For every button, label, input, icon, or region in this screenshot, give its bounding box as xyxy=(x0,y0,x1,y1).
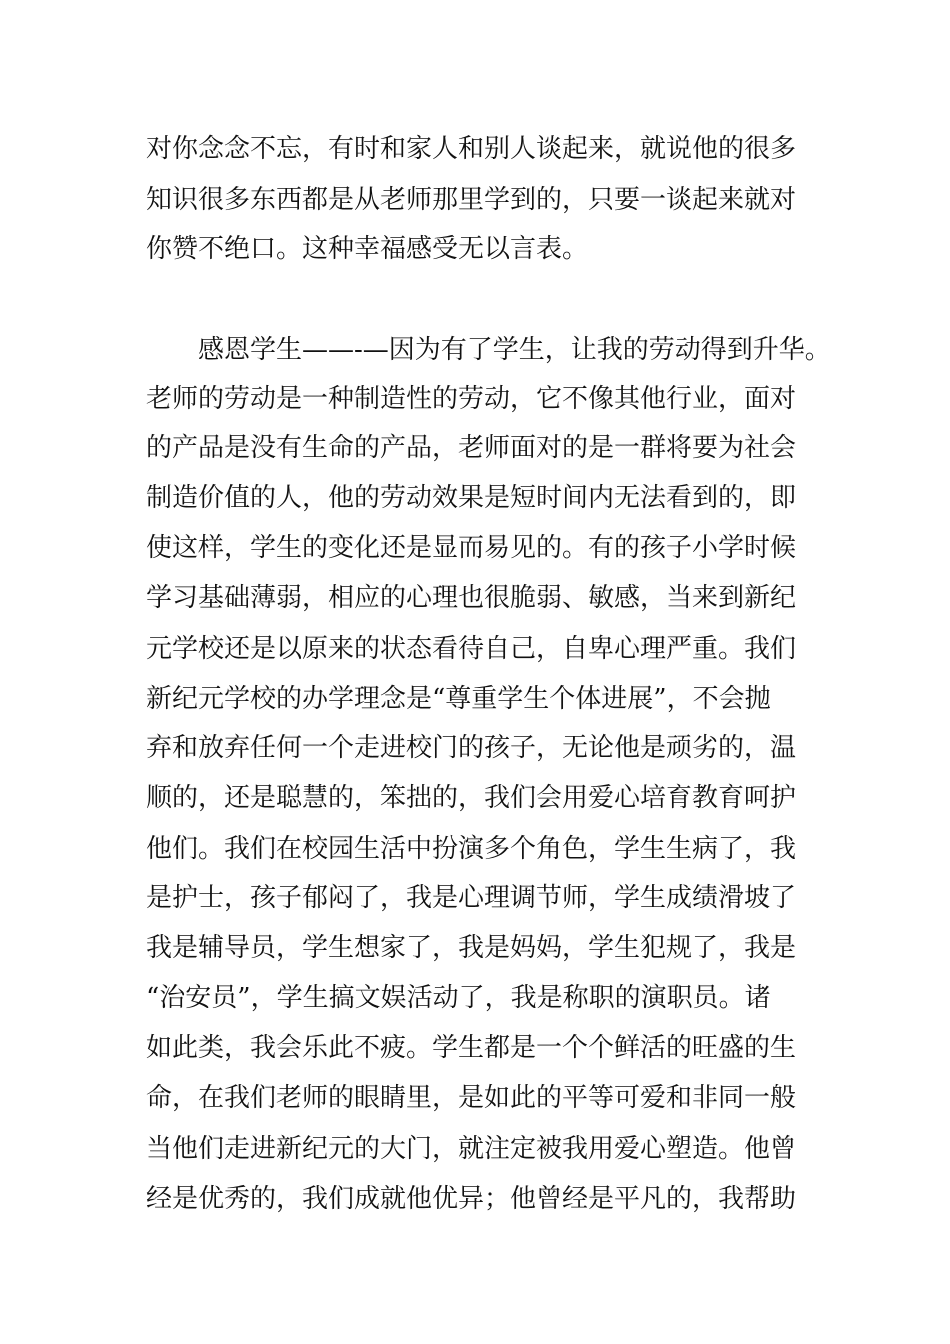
text-line: 如此类，我会乐此不疲。学生都是一个个鲜活的旺盛的生 xyxy=(146,1033,797,1063)
text-line: 知识很多东西都是从老师那里学到的，只要一谈起来就对 xyxy=(146,185,797,215)
text-line: 顺的，还是聪慧的，笨拙的，我们会用爱心培育教育呵护 xyxy=(146,783,797,813)
text-line: 弃和放弃任何一个走进校门的孩子，无论他是顽劣的，温 xyxy=(146,733,797,763)
text-line: 元学校还是以原来的状态看待自己，自卑心理严重。我们 xyxy=(146,634,797,664)
text-line: 是护士，孩子郁闷了，我是心理调节师，学生成绩滑坡了 xyxy=(146,883,797,913)
text-line: 经是优秀的，我们成就他优异；他曾经是平凡的，我帮助 xyxy=(146,1184,797,1214)
text-line: 我是辅导员，学生想家了，我是妈妈，学生犯规了，我是 xyxy=(146,933,797,963)
text-line: 新纪元学校的办学理念是“尊重学生个体进展”，不会抛 xyxy=(146,684,771,714)
text-line: 对你念念不忘，有时和家人和别人谈起来，就说他的很多 xyxy=(146,134,797,164)
text-line: 学习基础薄弱，相应的心理也很脆弱、敏感，当来到新纪 xyxy=(146,583,797,613)
text-line: 使这样，学生的变化还是显而易见的。有的孩子小学时候 xyxy=(146,533,797,563)
text-line: 老师的劳动是一种制造性的劳动，它不像其他行业，面对 xyxy=(146,384,797,414)
text-line: 你赞不绝口。这种幸福感受无以言表。 xyxy=(146,234,589,264)
text-line: 的产品是没有生命的产品，老师面对的是一群将要为社会 xyxy=(146,433,797,463)
text-line: 当他们走进新纪元的大门，就注定被我用爱心塑造。他曾 xyxy=(146,1134,797,1164)
text-line: 制造价值的人，他的劳动效果是短时间内无法看到的，即 xyxy=(146,483,797,513)
text-line: 命，在我们老师的眼睛里，是如此的平等可爱和非同一般 xyxy=(146,1083,797,1113)
paragraph-first-line: 感恩学生——-—因为有了学生，让我的劳动得到升华。 xyxy=(198,335,831,365)
text-line: “治安员”，学生搞文娱活动了，我是称职的演职员。诸 xyxy=(146,983,771,1013)
text-line: 他们。我们在校园生活中扮演多个角色，学生生病了，我 xyxy=(146,834,797,864)
